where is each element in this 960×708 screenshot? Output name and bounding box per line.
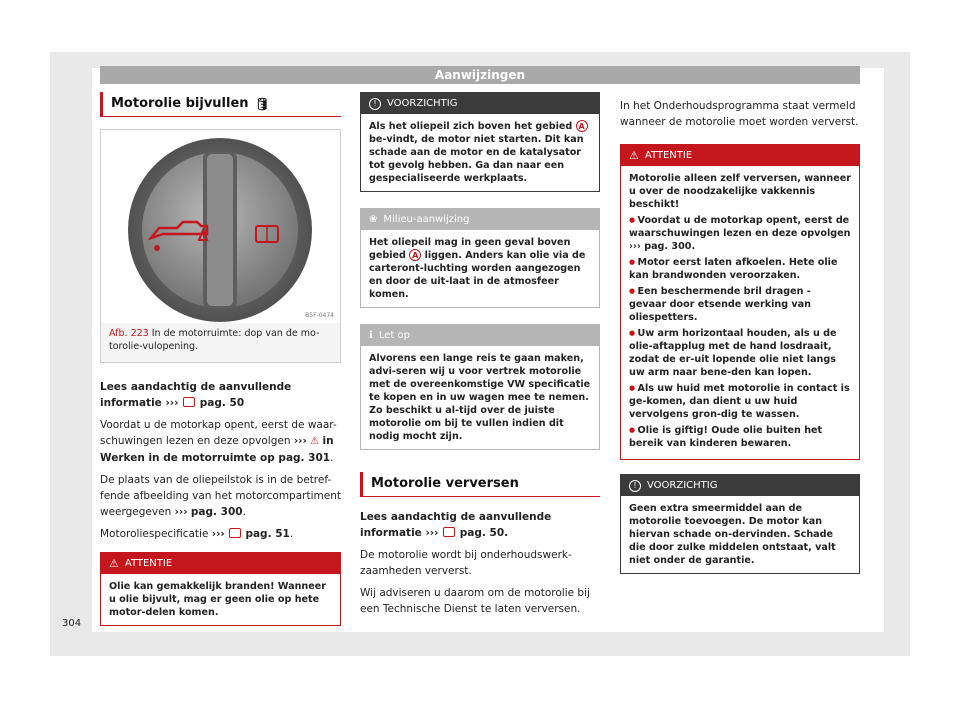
page-number: 304 — [62, 618, 82, 629]
voorzichtig-label: VOORZICHTIG — [387, 98, 458, 109]
voorzichtig-body: Geen extra smeermiddel aan de motorolie toevoegen. De motor kan hiervan schade on-dervinden. Schade die door zulke middelen ontstaat, valt niet onder de garantie. — [629, 503, 836, 566]
spec-link[interactable]: pag. 51 — [245, 528, 290, 540]
read-info-text: Lees aandachtig de aanvullende informatie — [360, 511, 552, 539]
attentie-box-2 — [620, 144, 860, 460]
attentie-list — [629, 214, 851, 450]
column-2 — [360, 92, 600, 623]
attentie-header — [101, 553, 340, 574]
section-title-verversen — [360, 472, 600, 497]
milieu-text-a: Het oliepeil mag in geen geval boven gebied — [369, 237, 571, 261]
note-icon: ℹ — [369, 330, 373, 341]
warning-triangle-icon: ⚠ — [310, 436, 320, 447]
milieu-body — [361, 230, 599, 307]
oil-cap-illustration — [101, 130, 340, 322]
read-info-link[interactable]: pag. 50 — [199, 397, 245, 409]
list-item: ● Motor eerst laten afkoelen. Hete olie kan brandwonden veroorzaken. — [629, 256, 851, 282]
voorzichtig-text-b: be-vindt, de motor niet starten. Dit kan schade aan de motor en de katalysator tot gevolg hebben. Ga dan naar een gespecialiseerde werkplaats. — [369, 134, 584, 184]
ref-arrows: ››› — [174, 506, 188, 518]
dipstick-link[interactable]: pag. 300 — [190, 506, 243, 518]
book-icon — [228, 528, 242, 538]
area-a-marker: A — [576, 120, 588, 132]
exclamation-circle-icon: ! — [629, 480, 641, 492]
exclamation-circle-icon: ! — [369, 98, 381, 110]
book-icon — [442, 527, 456, 537]
list-item: ● Als uw huid met motorolie in contact is ge-komen, dan dient u uw huid vervolgens gron-dig te wassen. — [629, 382, 851, 421]
milieu-label: Milieu-aanwijzing — [383, 214, 470, 225]
read-info-text: Lees aandachtig de aanvullende informatie — [100, 381, 292, 409]
figure-oil-cap — [100, 129, 341, 323]
paragraph-dipstick: De plaats van de oliepeilstok is in de betref-fende afbeelding van het motorcompartiment weergegeven ››› pag. 300. — [100, 474, 341, 518]
attentie-body — [621, 166, 859, 459]
paragraph-spec: Motoroliespecificatie ››› pag. 51. — [100, 528, 294, 540]
ref-arrows: ››› — [629, 241, 641, 252]
section-title-bijvullen — [100, 92, 341, 117]
attentie-header — [621, 145, 859, 166]
milieu-box — [360, 208, 600, 308]
area-a-marker: A — [409, 249, 421, 261]
list-item: ● Olie is giftig! Oude olie buiten het bereik van kinderen bewaren. — [629, 424, 851, 450]
warning-triangle-icon: ⚠ — [629, 149, 639, 162]
letop-body: Alvorens een lange reis te gaan maken, advi-seren wij u voor vertrek motorolie met de overeenkomstige VW specificatie te kopen en in uw wagen mee te nemen. Zo beschikt u al-tijd over de juiste motorolie om bij te vullen indien dit nodig mocht zijn. — [369, 353, 591, 442]
letop-label: Let op — [378, 330, 410, 341]
ref-arrows: ››› — [211, 528, 225, 540]
paragraph-warnings: Voordat u de motorkap opent, eerst de waar-schuwingen lezen en deze opvolgen ››› ⚠ in Werken in de motorruimte op pag. 301. — [100, 419, 337, 464]
letop-header — [361, 325, 599, 346]
voorzichtig-label: VOORZICHTIG — [647, 480, 718, 491]
ref-arrows: ››› — [425, 527, 439, 539]
attentie-box-1 — [100, 552, 341, 626]
paragraph-intro: In het Onderhoudsprogramma staat vermeld wanneer de motorolie moet worden ververst. — [620, 100, 859, 128]
voorzichtig-body — [361, 114, 599, 191]
voorzichtig-box-2 — [620, 474, 860, 574]
column-3 — [620, 92, 860, 586]
list-item: ● Uw arm horizontaal houden, als u de olie-aftapplug met de hand losdraait, zodat de er-uit lopende olie niet langs uw arm naar bene-den kan lopen. — [629, 327, 851, 379]
voorzichtig-header — [621, 475, 859, 496]
attentie-body: Olie kan gemakkelijk branden! Wanneer u olie bijvult, mag er geen olie op hete motor-delen komen. — [109, 581, 326, 618]
environment-icon: ❀ — [369, 214, 378, 225]
milieu-header — [361, 209, 599, 230]
figure-code: B5F-0474 — [305, 312, 334, 319]
attentie-lead: Motorolie alleen zelf verversen, wanneer u over de noodzakelijke vakkennis beschikt! — [629, 173, 851, 210]
warnings-text: Voordat u de motorkap opent, eerst de waar-schuwingen lezen en deze opvolgen — [100, 419, 337, 447]
book-icon — [182, 397, 196, 407]
voorzichtig-text-a: Als het oliepeil zich boven het gebied — [369, 121, 573, 132]
attentie-label: ATTENTIE — [124, 558, 173, 569]
dipstick-text: De plaats van de oliepeilstok is in de betref-fende afbeelding van het motorcompartiment weergegeven — [100, 474, 341, 518]
attentie-label: ATTENTIE — [644, 150, 693, 161]
read-info-link[interactable]: pag. 50. — [459, 527, 509, 539]
paragraph-maintenance: De motorolie wordt bij onderhoudswerk-zaamheden ververst. — [360, 549, 572, 577]
list-item: ● Een beschermende bril dragen - gevaar door etsende werking van oliespetters. — [629, 285, 851, 324]
ref-arrows: ››› — [293, 435, 307, 447]
voorzichtig-box-1 — [360, 92, 600, 192]
list-item-text: Voordat u de motorkap opent, eerst de waarschuwingen lezen en deze opvolgen — [629, 215, 851, 239]
section-title-text: Motorolie bijvullen — [111, 96, 249, 111]
letop-box — [360, 324, 600, 450]
paragraph-read-info-2 — [360, 509, 600, 541]
paragraph-read-info — [100, 379, 341, 411]
warning-triangle-icon: ⚠ — [109, 557, 119, 570]
warnings-link[interactable]: in Werken in de motorruimte op pag. 301 — [100, 435, 334, 464]
paragraph-advice: Wij adviseren u daarom om de motorolie bij een Technische Dienst te laten verversen. — [360, 587, 590, 615]
milieu-text-b: liggen. Anders kan olie via de carteront-luchting worden aangezogen en door de uit-laat in de atmosfeer komen. — [369, 250, 586, 300]
list-item: ● Voordat u de motorkap opent, eerst de waarschuwingen lezen en deze opvolgen ››› pag. 300. — [629, 214, 851, 253]
figure-caption — [100, 323, 341, 363]
voorzichtig-header — [361, 93, 599, 114]
list-item-link[interactable]: pag. 300 — [644, 241, 692, 252]
column-1 — [100, 92, 341, 638]
section-title-text: Motorolie verversen — [371, 476, 519, 491]
figure-caption-text: In de motorruimte: dop van de mo-torolie-vulopening. — [109, 328, 320, 352]
figure-number: Afb. 223 — [109, 328, 149, 339]
oil-can-icon: 🛢 — [254, 96, 270, 111]
ref-arrows: ››› — [165, 397, 179, 409]
chapter-header: Aanwijzingen — [100, 66, 860, 84]
spec-text: Motoroliespecificatie — [100, 528, 209, 540]
